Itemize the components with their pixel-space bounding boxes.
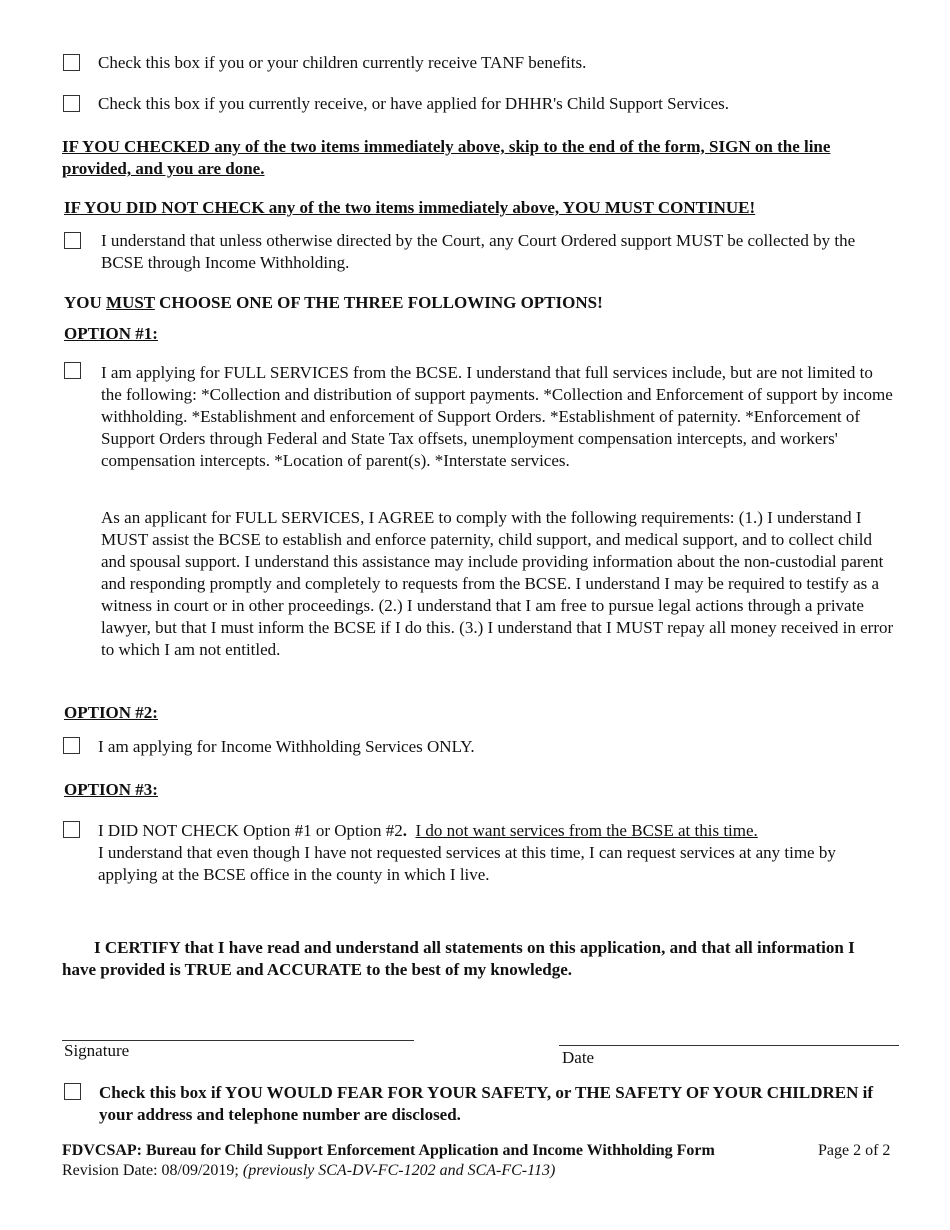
- footer-revision: Revision Date: 08/09/2019;: [62, 1162, 239, 1179]
- choose-prefix: YOU: [64, 293, 102, 312]
- choose-must: MUST: [106, 293, 155, 312]
- continue-notice: IF YOU DID NOT CHECK any of the two items immediately above, YOU MUST CONTINUE!: [64, 198, 756, 217]
- choose-suffix: CHOOSE ONE OF THE THREE FOLLOWING OPTIONS!: [159, 293, 603, 312]
- footer-title: FDVCSAP: Bureau for Child Support Enforcement Application and Income Withholding Form: [62, 1142, 715, 1159]
- income-withholding-ack-text: I understand that unless otherwise directed by the Court, any Court Ordered support MUST be collected by the BCSE through Income Withholding.: [101, 231, 856, 272]
- option3-lead: I DID NOT CHECK Option #1 or Option #2: [98, 821, 403, 840]
- footer-previously: (previously SCA-DV-FC-1202 and SCA-FC-113): [242, 1162, 556, 1179]
- dhhr-checkbox[interactable]: [63, 95, 80, 112]
- certify-statement: I CERTIFY that I have read and understand all statements on this application, and that all information I have provided is TRUE and ACCURATE to the best of my knowledge.: [62, 938, 855, 979]
- tanf-check-label: Check this box if you or your children currently receive TANF benefits.: [98, 53, 587, 72]
- option2-checkbox[interactable]: [63, 737, 80, 754]
- dhhr-check-label: Check this box if you currently receive, or have applied for DHHR's Child Support Services.: [98, 94, 729, 113]
- option1-checkbox[interactable]: [64, 362, 81, 379]
- tanf-checkbox[interactable]: [63, 54, 80, 71]
- option1-heading: OPTION #1:: [64, 324, 158, 343]
- footer-page: Page 2 of 2: [818, 1142, 891, 1159]
- skip-notice: IF YOU CHECKED any of the two items immediately above, skip to the end of the form, SIGN on the line provided, and you are done.: [62, 137, 831, 178]
- signature-label: Signature: [64, 1041, 130, 1060]
- income-withholding-ack-checkbox[interactable]: [64, 232, 81, 249]
- option1-text: I am applying for FULL SERVICES from the BCSE. I understand that full services include, but are not limited to the following: *Collection and distribution of support payments. *Collection and Enforcement of support by income withholding. *Establishment and enforcement of Support Orders. *Establishment of paternity. *Enforcement of Support Orders through Federal and State Tax offsets, unemployment compensation intercepts, and workers' compensation intercepts. *Location of parent(s). *Interstate services.: [101, 363, 893, 470]
- option3-heading: OPTION #3:: [64, 780, 158, 799]
- date-label: Date: [562, 1048, 595, 1067]
- option3-text: I understand that even though I have not requested services at this time, I can request services at any time by applying at the BCSE office in the county in which I live.: [98, 843, 836, 884]
- footer-revision-line: [62, 1161, 555, 1181]
- option2-text: I am applying for Income Withholding Services ONLY.: [98, 737, 475, 756]
- safety-text: Check this box if YOU WOULD FEAR FOR YOUR SAFETY, or THE SAFETY OF YOUR CHILDREN if your address and telephone number are disclosed.: [99, 1083, 874, 1124]
- option2-heading: OPTION #2:: [64, 703, 158, 722]
- option3-underlined: I do not want services from the BCSE at this time.: [415, 821, 758, 840]
- option3-first-line: [98, 820, 893, 842]
- option3-checkbox[interactable]: [63, 821, 80, 838]
- choose-option-heading: [64, 292, 894, 314]
- option3-period: .: [402, 821, 407, 840]
- safety-checkbox[interactable]: [64, 1083, 81, 1100]
- option1-agreement: As an applicant for FULL SERVICES, I AGREE to comply with the following requirements: (1.) I understand I MUST assist the BCSE to establish and enforce paternity, child support, and medical support, and to collect child and spousal support. I understand this assistance may include providing information about the non-custodial parent and responding promptly and completely to requests from the BCSE. I understand I may be required to testify as a witness in court or in other proceedings. (2.) I understand that I am free to pursue legal actions through a private lawyer, but that I must inform the BCSE if I do this. (3.) I understand that I MUST repay all money received in error to which I am not entitled.: [101, 508, 894, 659]
- date-line[interactable]: [559, 1045, 899, 1046]
